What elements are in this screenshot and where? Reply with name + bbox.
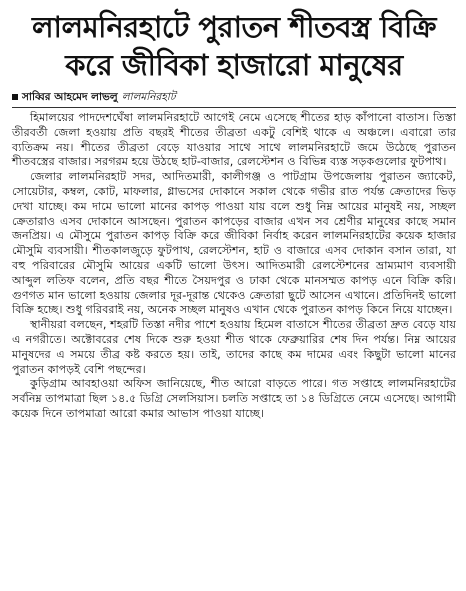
paragraph-3: স্থানীয়রা বলছেন, শহরটি তিস্তা নদীর পাশে হওয়ায় হিমেল বাতাসে শীতের তীব্রতা দ্রুত বেড়ে যায় এ নগরীতে। অক্টোবরের শেষ দিকে শুরু হওয়া শীত থাকে ফেব্রুয়ারির শেষ দিন পর্যন্ত। নিম্ন আয়ের মানুষদের এ সময়ে তীব্র কষ্ট করতে হয়। তাই, তাদের কাছে কম দামের এবং কিছুটা ভালো মানের পুরাতন কাপড়ই বেশি পছন্দের। <box>12 318 456 376</box>
headline <box>12 8 456 84</box>
bullet-square-icon <box>12 94 18 100</box>
paragraph-1: হিমালয়ের পাদদেশঘেঁষা লালমনিরহাটে আগেই নেমে এসেছে শীতের হাড় কাঁপানো বাতাস। তিস্তা তীরবর্তী জেলা হওয়ায় প্রতি বছরই শীতের তীব্রতা একটু বেশিই থাকে এ অঞ্চলে। এবারো তার ব্যতিক্রম নয়। শীতের তীব্রতা বেড়ে যাওয়ার সাথে সাথে লালমনিরহাটে জমে উঠেছে পুরাতন শীতবস্ত্রের বাজার। সরগরম হয়ে উঠছে হাট-বাজার, রেলস্টেশন ও বিভিন্ন ব্যস্ত সড়কগুলোর ফুটপাথ। <box>12 111 456 169</box>
byline <box>12 90 456 104</box>
paragraph-4: কুড়িগ্রাম আবহাওয়া অফিস জানিয়েছে, শীত আরো বাড়তে পারে। গত সপ্তাহে লালমনিরহাটের সর্বনিম্ন তাপমাত্রা ছিল ১৪.৫ ডিগ্রি সেলসিয়াস। চলতি সপ্তাহে তা ১৪ ডিগ্রিতে নেমে এসেছে। আগামী কয়েক দিনে তাপমাত্রা আরো কমার আভাস পাওয়া যাচ্ছে। <box>12 377 456 420</box>
paragraph-2: জেলার লালমনিরহাট সদর, আদিতমারী, কালীগঞ্জ ও পাটগ্রাম উপজেলায় পুরাতন জ্যাকেট, সোয়েটার, কম্বল, কোট, মাফলার, গ্লাভসের দোকানে সকাল থেকে গভীর রাত পর্যন্ত ক্রেতাদের ভিড় দেখা যাচ্ছে। কম দামে ভালো মানের কাপড় পাওয়া যায় বলে শুধু নিম্ন আয়ের মানুষই নয়, সচ্ছল ক্রেতারাও এসব দোকানে আসছেন। পুরাতন কাপড়ের বাজার এখন সব শ্রেণীর মানুষের কাছে সমান জনপ্রিয়। এ মৌসুমে পুরাতন কাপড় বিক্রি করে জীবিকা নির্বাহ করেন লালমনিরহাটের কয়েক হাজার মৌসুমি ব্যবসায়ী। শীতকালজুড়ে ফুটপাথ, রেলস্টেশন, হাট ও বাজারে এসব দোকান বসান তারা, যা বহু পরিবারের মৌসুমি আয়ের একটি ভালো উৎস। আদিতমারী রেলস্টেশনের ভ্রাম্যমাণ ব্যবসায়ী আব্দুল লতিফ বলেন, প্রতি বছর শীতে সৈয়দপুর ও ঢাকা থেকে মানসম্মত কাপড় এনে বিক্রি করি। গুণগত মান ভালো হওয়ায় জেলার দূর-দূরান্ত থেকেও ক্রেতারা ছুটে আসেন এখানে। প্রতিদিনই ভালো বিক্রি হচ্ছে। শুধু গরিবরাই নয়, অনেক সচ্ছল মানুষও এখান থেকে পুরাতন কাপড় কিনে নিয়ে যাচ্ছেন। <box>12 170 456 317</box>
dateline-location: লালমনিরহাট <box>121 91 176 103</box>
byline-divider <box>12 107 456 108</box>
author-name: সাব্বির আহমেদ লাভলু <box>22 91 118 103</box>
headline-line-2: করে জীবিকা হাজারো মানুষের <box>65 48 403 82</box>
article-body <box>12 111 456 422</box>
headline-line-1: লালমনিরহাটে পুরাতন শীতবস্ত্র বিক্রি <box>31 10 437 44</box>
